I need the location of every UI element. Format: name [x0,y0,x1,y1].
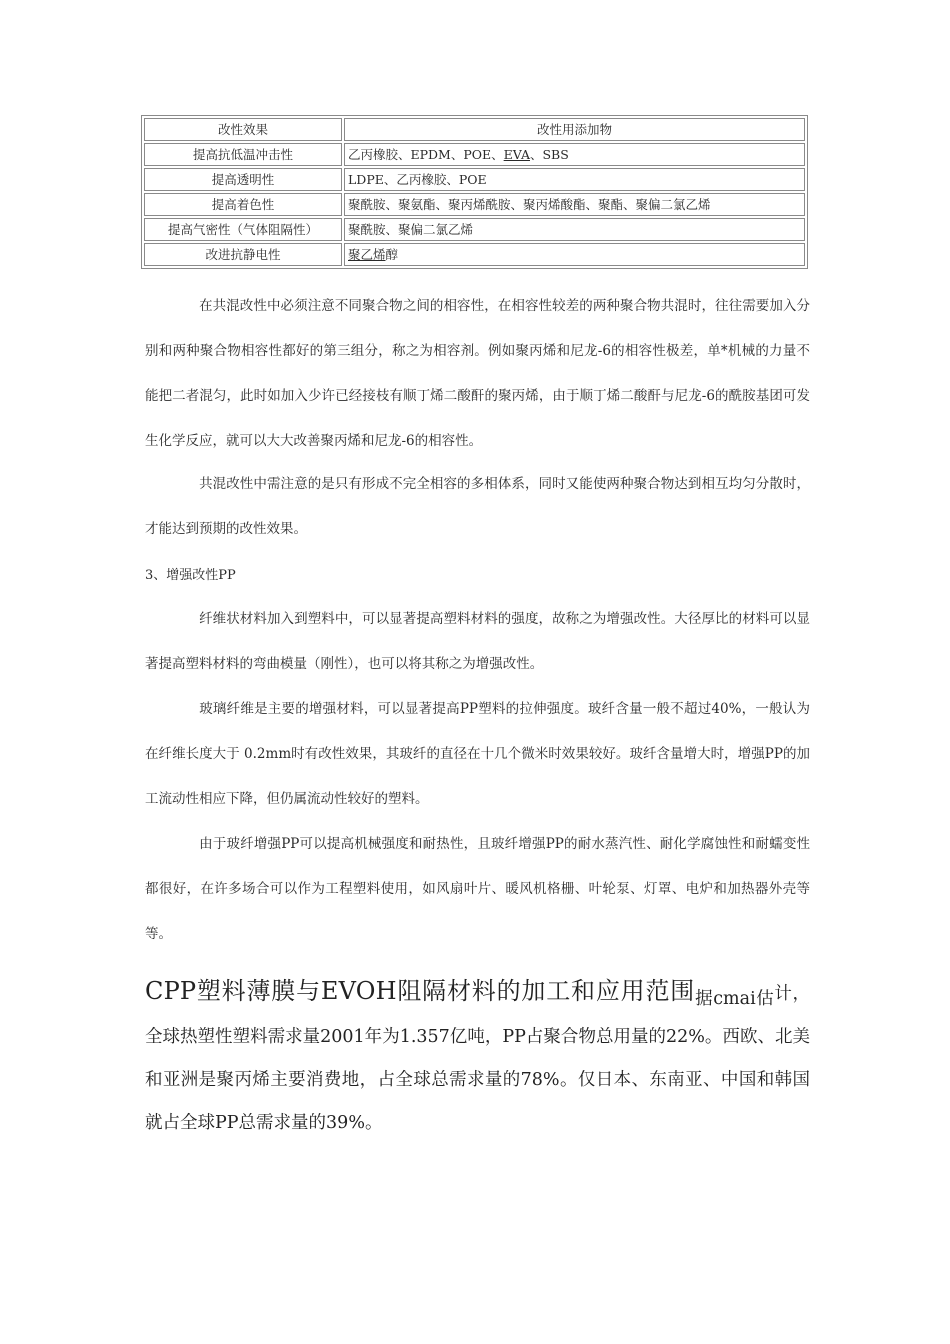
paragraph-text: 纤维状材料加入到塑料中，可以显著提高塑料材料的强度，故称之为增强改性。大径厚比的材料可以显著提高塑料材料的弯曲模量（刚性），也可以将其称之为增强改性。 [145,611,810,672]
polyethylene-link[interactable]: 聚乙烯 [348,247,386,262]
eva-link[interactable]: EVA [503,147,530,162]
table-header-row [144,118,805,141]
article-block [145,970,810,1145]
table-row [144,218,805,241]
row-additive: 聚酰胺、聚偏二氯乙烯 [344,218,805,241]
row-effect: 提高抗低温冲击性 [144,143,342,166]
paragraph-glass-fiber [145,687,810,822]
table-row [144,168,805,191]
paragraph-applications [145,822,810,957]
paragraph-text: 玻璃纤维是主要的增强材料，可以显著提高PP塑料的拉伸强度。玻纤含量一般不超过40%，一般认为在纤维长度大于 0.2mm时有改性效果，其玻纤的直径在十几个微米时效果较好。玻纤含量增大时，增强PP的加工流动性相应下降，但仍属流动性较好的塑料。 [145,701,810,807]
additive-text: 醇 [385,247,399,262]
table-row [144,193,805,216]
paragraph-text: 由于玻纤增强PP可以提高机械强度和耐热性，且玻纤增强PP的耐水蒸汽性、耐化学腐蚀性和耐蠕变性都很好，在许多场合可以作为工程塑料使用，如风扇叶片、暖风机格栅、叶轮泵、灯罩、电炉和加热器外壳等等。 [145,836,810,942]
section-heading: 3、增强改性PP [145,568,236,583]
table-row [144,143,805,166]
paragraph-text: 共混改性中需注意的是只有形成不完全相容的多相体系，同时又能使两种聚合物达到相互均匀分散时，才能达到预期的改性效果。 [145,476,810,537]
header-additive: 改性用添加物 [344,118,805,141]
row-additive: 聚酰胺、聚氨酯、聚丙烯酰胺、聚丙烯酸酯、聚酯、聚偏二氯乙烯 [344,193,805,216]
row-additive [344,243,805,266]
row-effect: 提高透明性 [144,168,342,191]
paragraph-fiber [145,597,810,687]
row-additive [344,143,805,166]
row-effect: 改进抗静电性 [144,243,342,266]
row-effect: 提高气密性（气体阻隔性） [144,218,342,241]
header-effect: 改性效果 [144,118,342,141]
additive-text: 、SBS [529,147,569,162]
row-effect: 提高着色性 [144,193,342,216]
table-row [144,243,805,266]
paragraph-multiphase [145,462,810,552]
additives-table [141,115,808,269]
paragraph-text: 在共混改性中必须注意不同聚合物之间的相容性，在相容性较差的两种聚合物共混时，往往需要加入分别和两种聚合物相容性都好的第三组分，称之为相容剂。例如聚丙烯和尼龙-6的相容性极差，单*机械的力量不能把二者混匀，此时如加入少许已经接枝有顺丁烯二酸酐的聚丙烯，由于顺丁烯二酸酐与尼龙-6的酰胺基团可发生化学反应，就可以大大改善聚丙烯和尼龙-6的相容性。 [145,298,810,449]
article-body: 计，全球热塑性塑料需求量2001年为1.357亿吨，PP占聚合物总用量的22%。西欧、北美和亚洲是聚丙烯主要消费地，占全球总需求量的78%。仅日本、东南亚、中国和韩国就占全球PP总需求量的39%。 [145,984,811,1133]
additive-text: 乙丙橡胶、EPDM、POE、 [348,147,504,162]
article-title-tail: 据cmai估 [695,989,775,1009]
paragraph-compatibility [145,284,810,464]
row-additive: LDPE、乙丙橡胶、POE [344,168,805,191]
article-title: CPP塑料薄膜与EVOH阻隔材料的加工和应用范围 [145,977,696,1005]
